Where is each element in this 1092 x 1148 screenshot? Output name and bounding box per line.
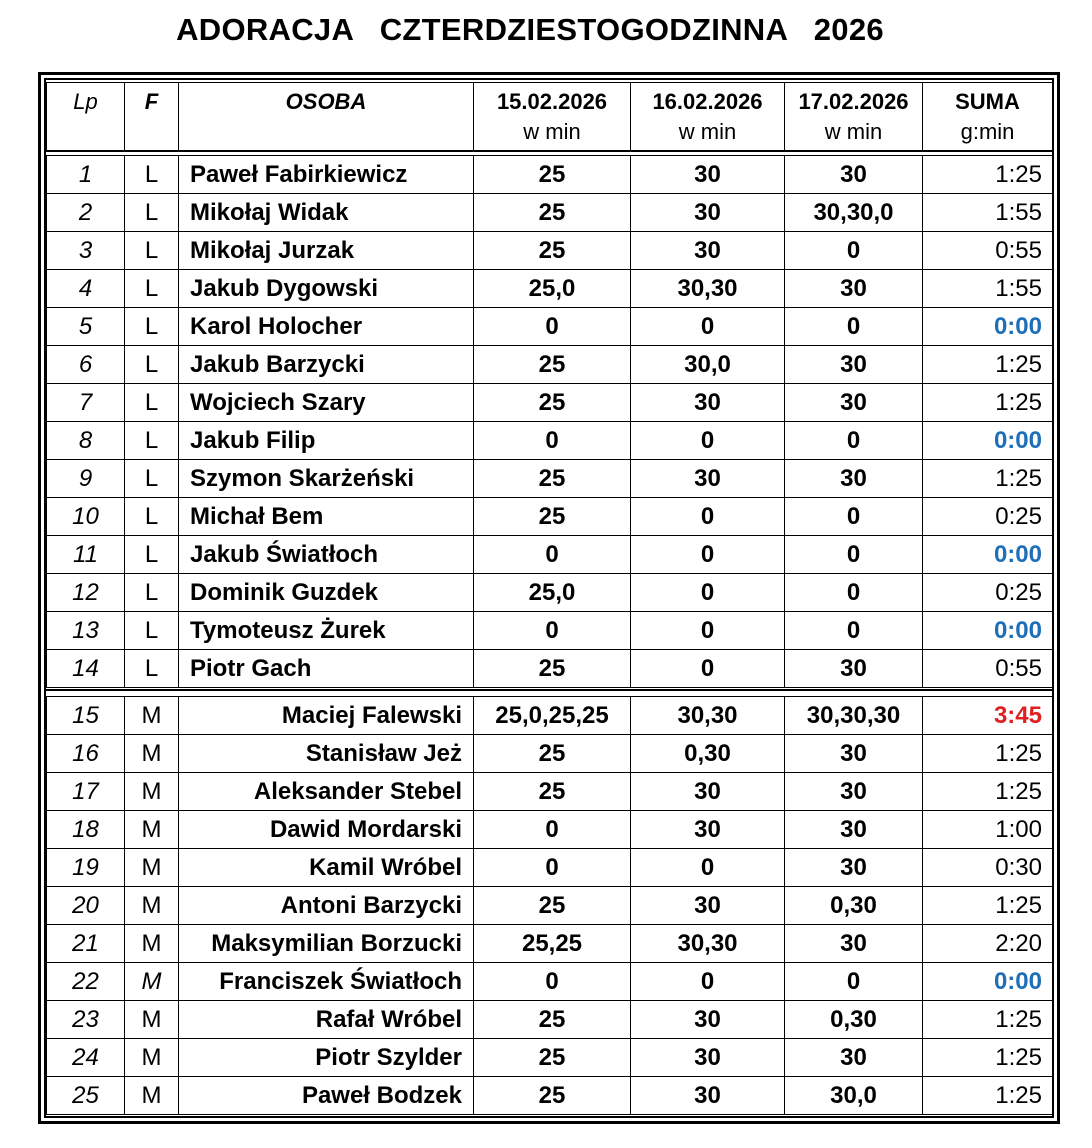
cell-lp: 19 [47,849,125,887]
cell-day3: 0 [785,232,923,270]
cell-day1: 25 [474,498,631,536]
table-row [47,1077,1053,1115]
cell-suma: 1:25 [923,887,1053,925]
table-body-group-l [46,155,1053,688]
cell-day3: 30 [785,773,923,811]
cell-day2: 30,30 [631,925,785,963]
header-f: F [125,83,179,151]
cell-f: M [125,849,179,887]
cell-lp: 2 [47,194,125,232]
table-row [47,574,1053,612]
cell-day2: 30,30 [631,270,785,308]
cell-osoba: Rafał Wróbel [179,1001,474,1039]
cell-osoba: Aleksander Stebel [179,773,474,811]
cell-f: L [125,384,179,422]
cell-f: L [125,498,179,536]
header-osoba: OSOBA [179,83,474,151]
cell-f: M [125,1039,179,1077]
cell-lp: 23 [47,1001,125,1039]
cell-lp: 20 [47,887,125,925]
cell-lp: 13 [47,612,125,650]
cell-day2: 30 [631,460,785,498]
table-row [47,773,1053,811]
cell-lp: 10 [47,498,125,536]
cell-f: L [125,308,179,346]
cell-lp: 11 [47,536,125,574]
cell-day2: 30 [631,1077,785,1115]
cell-f: M [125,1001,179,1039]
table-row [47,270,1053,308]
cell-day3: 0 [785,612,923,650]
table-row [47,384,1053,422]
cell-lp: 24 [47,1039,125,1077]
cell-osoba: Jakub Dygowski [179,270,474,308]
table-row [47,232,1053,270]
cell-f: M [125,773,179,811]
cell-day1: 25,25 [474,925,631,963]
cell-lp: 18 [47,811,125,849]
cell-suma: 1:25 [923,1039,1053,1077]
cell-osoba: Piotr Gach [179,650,474,688]
cell-day1: 25,0 [474,270,631,308]
cell-suma: 1:55 [923,194,1053,232]
table-row [47,811,1053,849]
table-row [47,308,1053,346]
cell-lp: 1 [47,156,125,194]
cell-day1: 25 [474,194,631,232]
cell-day2: 30 [631,1039,785,1077]
cell-day2: 0 [631,849,785,887]
cell-day2: 30 [631,1001,785,1039]
cell-day1: 0 [474,849,631,887]
cell-day3: 0 [785,963,923,1001]
header-separator [44,150,1054,152]
cell-f: L [125,460,179,498]
cell-osoba: Tymoteusz Żurek [179,612,474,650]
cell-f: M [125,1077,179,1115]
cell-osoba: Paweł Bodzek [179,1077,474,1115]
cell-day2: 0 [631,308,785,346]
cell-day2: 0 [631,574,785,612]
cell-f: L [125,574,179,612]
cell-f: L [125,650,179,688]
cell-suma: 1:25 [923,346,1053,384]
cell-day3: 30 [785,650,923,688]
cell-day2: 30,0 [631,346,785,384]
cell-osoba: Stanisław Jeż [179,735,474,773]
cell-f: M [125,887,179,925]
cell-osoba: Franciszek Światłoch [179,963,474,1001]
page-title: ADORACJA CZTERDZIESTOGODZINNA 2026 [176,12,884,47]
cell-day1: 25 [474,1001,631,1039]
cell-day3: 0 [785,498,923,536]
table-row [47,612,1053,650]
cell-suma: 0:00 [923,963,1053,1001]
cell-suma: 1:25 [923,460,1053,498]
cell-suma: 1:25 [923,156,1053,194]
cell-suma: 1:55 [923,270,1053,308]
cell-f: M [125,697,179,735]
cell-lp: 17 [47,773,125,811]
cell-f: M [125,735,179,773]
cell-day1: 25 [474,773,631,811]
cell-day2: 30,30 [631,697,785,735]
cell-day2: 0 [631,650,785,688]
cell-f: L [125,612,179,650]
cell-lp: 9 [47,460,125,498]
cell-day2: 0 [631,498,785,536]
cell-lp: 3 [47,232,125,270]
cell-day2: 30 [631,384,785,422]
table-row [47,422,1053,460]
header-row [47,83,1053,151]
cell-day2: 0 [631,963,785,1001]
cell-day2: 30 [631,194,785,232]
table-row [47,735,1053,773]
cell-f: L [125,194,179,232]
cell-osoba: Piotr Szylder [179,1039,474,1077]
table-row [47,156,1053,194]
cell-day1: 25 [474,650,631,688]
cell-suma: 0:00 [923,422,1053,460]
header-day3: 17.02.2026 w min [785,83,923,151]
cell-day1: 0 [474,612,631,650]
cell-lp: 5 [47,308,125,346]
group-separator [44,689,1054,691]
cell-suma: 1:25 [923,773,1053,811]
cell-day3: 30 [785,384,923,422]
table-header [46,82,1053,151]
cell-day2: 0,30 [631,735,785,773]
cell-osoba: Jakub Filip [179,422,474,460]
table-row [47,460,1053,498]
cell-day1: 0 [474,422,631,460]
cell-lp: 6 [47,346,125,384]
cell-day1: 0 [474,308,631,346]
cell-day3: 30,30,30 [785,697,923,735]
cell-f: L [125,232,179,270]
cell-suma: 1:25 [923,1001,1053,1039]
cell-suma: 1:25 [923,1077,1053,1115]
cell-day2: 0 [631,422,785,460]
cell-suma: 0:55 [923,650,1053,688]
cell-osoba: Mikołaj Jurzak [179,232,474,270]
table-row [47,346,1053,384]
cell-osoba: Maciej Falewski [179,697,474,735]
cell-osoba: Karol Holocher [179,308,474,346]
cell-day2: 30 [631,773,785,811]
cell-osoba: Kamil Wróbel [179,849,474,887]
cell-suma: 1:00 [923,811,1053,849]
cell-day3: 30 [785,460,923,498]
cell-day1: 25 [474,384,631,422]
cell-day2: 30 [631,887,785,925]
cell-day2: 0 [631,612,785,650]
header-suma: SUMA g:min [923,83,1053,151]
cell-day1: 0 [474,536,631,574]
cell-day1: 25 [474,460,631,498]
cell-day3: 0 [785,422,923,460]
table-row [47,650,1053,688]
cell-day3: 0 [785,308,923,346]
cell-day1: 25 [474,887,631,925]
cell-suma: 3:45 [923,697,1053,735]
cell-day1: 25 [474,735,631,773]
cell-osoba: Antoni Barzycki [179,887,474,925]
cell-osoba: Dawid Mordarski [179,811,474,849]
cell-lp: 21 [47,925,125,963]
header-day1: 15.02.2026 w min [474,83,631,151]
cell-osoba: Maksymilian Borzucki [179,925,474,963]
cell-osoba: Dominik Guzdek [179,574,474,612]
table-row [47,887,1053,925]
cell-day3: 30 [785,1039,923,1077]
table-row [47,536,1053,574]
table-row [47,925,1053,963]
cell-f: M [125,963,179,1001]
cell-lp: 15 [47,697,125,735]
cell-f: L [125,346,179,384]
cell-day3: 30 [785,346,923,384]
table-row [47,1039,1053,1077]
cell-day2: 0 [631,536,785,574]
cell-day3: 30 [785,156,923,194]
cell-day1: 25,0 [474,574,631,612]
cell-day2: 30 [631,156,785,194]
cell-day1: 25 [474,1077,631,1115]
cell-f: L [125,270,179,308]
cell-day3: 0,30 [785,1001,923,1039]
cell-suma: 0:30 [923,849,1053,887]
cell-f: M [125,925,179,963]
cell-osoba: Paweł Fabirkiewicz [179,156,474,194]
cell-day1: 25 [474,346,631,384]
cell-day1: 25 [474,156,631,194]
cell-day3: 30 [785,925,923,963]
cell-day1: 25 [474,1039,631,1077]
cell-lp: 22 [47,963,125,1001]
cell-suma: 1:25 [923,735,1053,773]
cell-f: L [125,422,179,460]
cell-f: L [125,156,179,194]
cell-suma: 0:55 [923,232,1053,270]
cell-lp: 4 [47,270,125,308]
cell-suma: 1:25 [923,384,1053,422]
cell-day3: 30 [785,270,923,308]
cell-day2: 30 [631,811,785,849]
table-row [47,697,1053,735]
cell-suma: 2:20 [923,925,1053,963]
cell-lp: 25 [47,1077,125,1115]
cell-day3: 0 [785,536,923,574]
cell-lp: 16 [47,735,125,773]
cell-lp: 14 [47,650,125,688]
header-lp: Lp [47,83,125,151]
cell-day3: 30,0 [785,1077,923,1115]
cell-lp: 8 [47,422,125,460]
table-row [47,963,1053,1001]
cell-day3: 0 [785,574,923,612]
cell-osoba: Jakub Barzycki [179,346,474,384]
cell-suma: 0:00 [923,308,1053,346]
cell-day3: 30 [785,849,923,887]
cell-suma: 0:00 [923,536,1053,574]
cell-osoba: Michał Bem [179,498,474,536]
cell-osoba: Jakub Światłoch [179,536,474,574]
cell-suma: 0:25 [923,574,1053,612]
cell-day1: 25 [474,232,631,270]
cell-lp: 12 [47,574,125,612]
cell-day3: 30 [785,735,923,773]
cell-day3: 30 [785,811,923,849]
cell-osoba: Mikołaj Widak [179,194,474,232]
cell-f: M [125,811,179,849]
cell-f: L [125,536,179,574]
cell-day3: 30,30,0 [785,194,923,232]
cell-suma: 0:25 [923,498,1053,536]
cell-day3: 0,30 [785,887,923,925]
header-day2: 16.02.2026 w min [631,83,785,151]
table-row [47,194,1053,232]
cell-osoba: Szymon Skarżeński [179,460,474,498]
table-body-group-m [46,696,1053,1115]
cell-day1: 0 [474,811,631,849]
cell-osoba: Wojciech Szary [179,384,474,422]
table-row [47,849,1053,887]
cell-lp: 7 [47,384,125,422]
cell-day1: 25,0,25,25 [474,697,631,735]
cell-day2: 30 [631,232,785,270]
table-row [47,498,1053,536]
cell-suma: 0:00 [923,612,1053,650]
cell-day1: 0 [474,963,631,1001]
table-row [47,1001,1053,1039]
